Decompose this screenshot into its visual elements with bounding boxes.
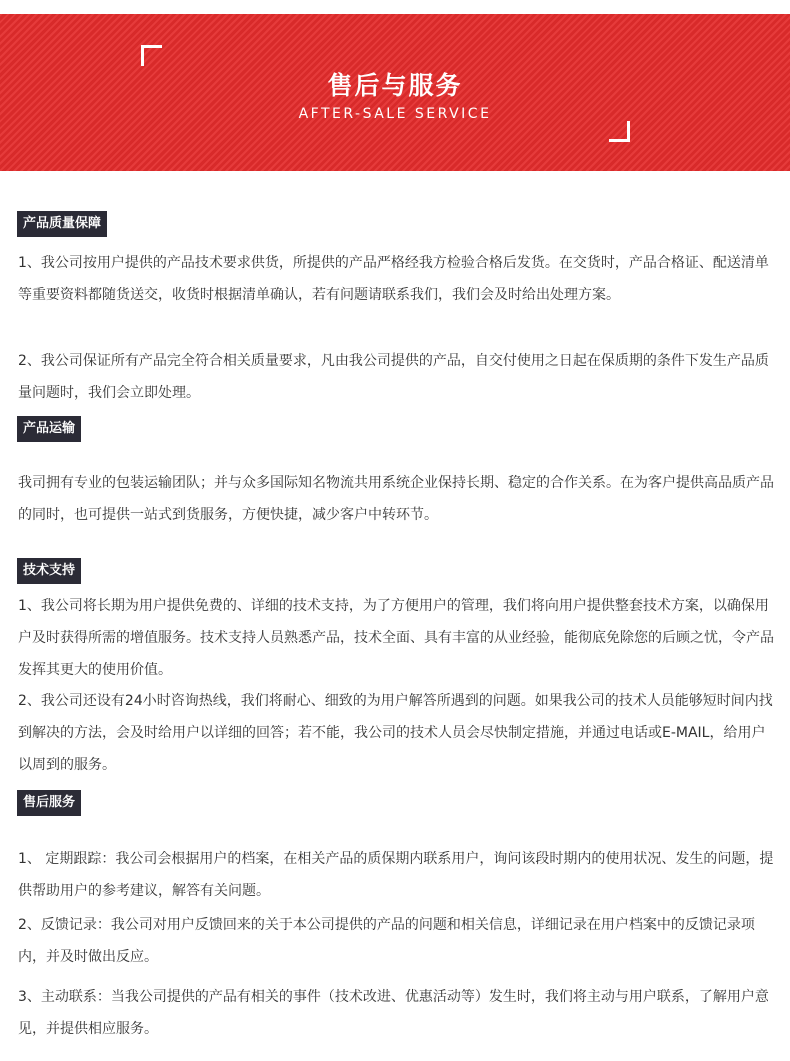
tech-support-paragraph-2: 2、我公司还设有24小时咨询热线，我们将耐心、细致的为用户解答所遇到的问题。如果我公司的技术人员能够短时间内找到解决的方法，会及时给用户以详细的回答；若不能，我公司的技术人员会尽快制定措施，并通过电话或E-MAIL，给用户以周到的服务。 xyxy=(18,693,773,773)
banner-subtitle: AFTER-SALE SERVICE xyxy=(298,106,492,122)
banner-title: 售后与服务 xyxy=(327,71,463,100)
section-tag-after-sale: 售后服务 xyxy=(17,790,81,816)
section-tag-tech-support: 技术支持 xyxy=(17,558,81,584)
tech-support-paragraph-1: 1、我公司将长期为用户提供免费的、详细的技术支持，为了方便用户的管理，我们将向用户提供整套技术方案，以确保用户及时获得所需的增值服务。技术支持人员熟悉产品，技术全面、具有丰富的从业经验，能彻底免除您的后顾之忧，令产品发挥其更大的使用价值。 xyxy=(18,598,774,678)
after-sale-paragraph-2: 2、反馈记录：我公司对用户反馈回来的关于本公司提供的产品的问题和相关信息，详细记录在用户档案中的反馈记录项内，并及时做出反应。 xyxy=(18,917,755,965)
section-tag-transport: 产品运输 xyxy=(17,416,81,442)
section-tag-quality: 产品质量保障 xyxy=(17,211,107,237)
after-sale-paragraph-3: 3、主动联系：当我公司提供的产品有相关的事件（技术改进、优惠活动等）发生时，我们将主动与用户联系，了解用户意见，并提供相应服务。 xyxy=(18,989,769,1037)
header-banner xyxy=(0,14,790,171)
after-sale-paragraph-1: 1、 定期跟踪：我公司会根据用户的档案，在相关产品的质保期内联系用户，询问该段时期内的使用状况、发生的问题，提供帮助用户的参考建议，解答有关问题。 xyxy=(18,851,774,899)
quality-paragraph-1: 1、我公司按用户提供的产品技术要求供货，所提供的产品严格经我方检验合格后发货。在交货时，产品合格证、配送清单等重要资料都随货送交，收货时根据清单确认，若有问题请联系我们，我们会及时给出处理方案。 xyxy=(18,255,769,303)
transport-paragraph: 我司拥有专业的包装运输团队；并与众多国际知名物流共用系统企业保持长期、稳定的合作关系。在为客户提供高品质产品的同时，也可提供一站式到货服务，方便快捷，减少客户中转环节。 xyxy=(18,475,774,523)
corner-bracket-bottom-right-icon xyxy=(609,121,630,142)
corner-bracket-top-left-icon xyxy=(141,45,162,66)
quality-paragraph-2: 2、我公司保证所有产品完全符合相关质量要求，凡由我公司提供的产品，自交付使用之日起在保质期的条件下发生产品质量问题时，我们会立即处理。 xyxy=(18,353,769,401)
